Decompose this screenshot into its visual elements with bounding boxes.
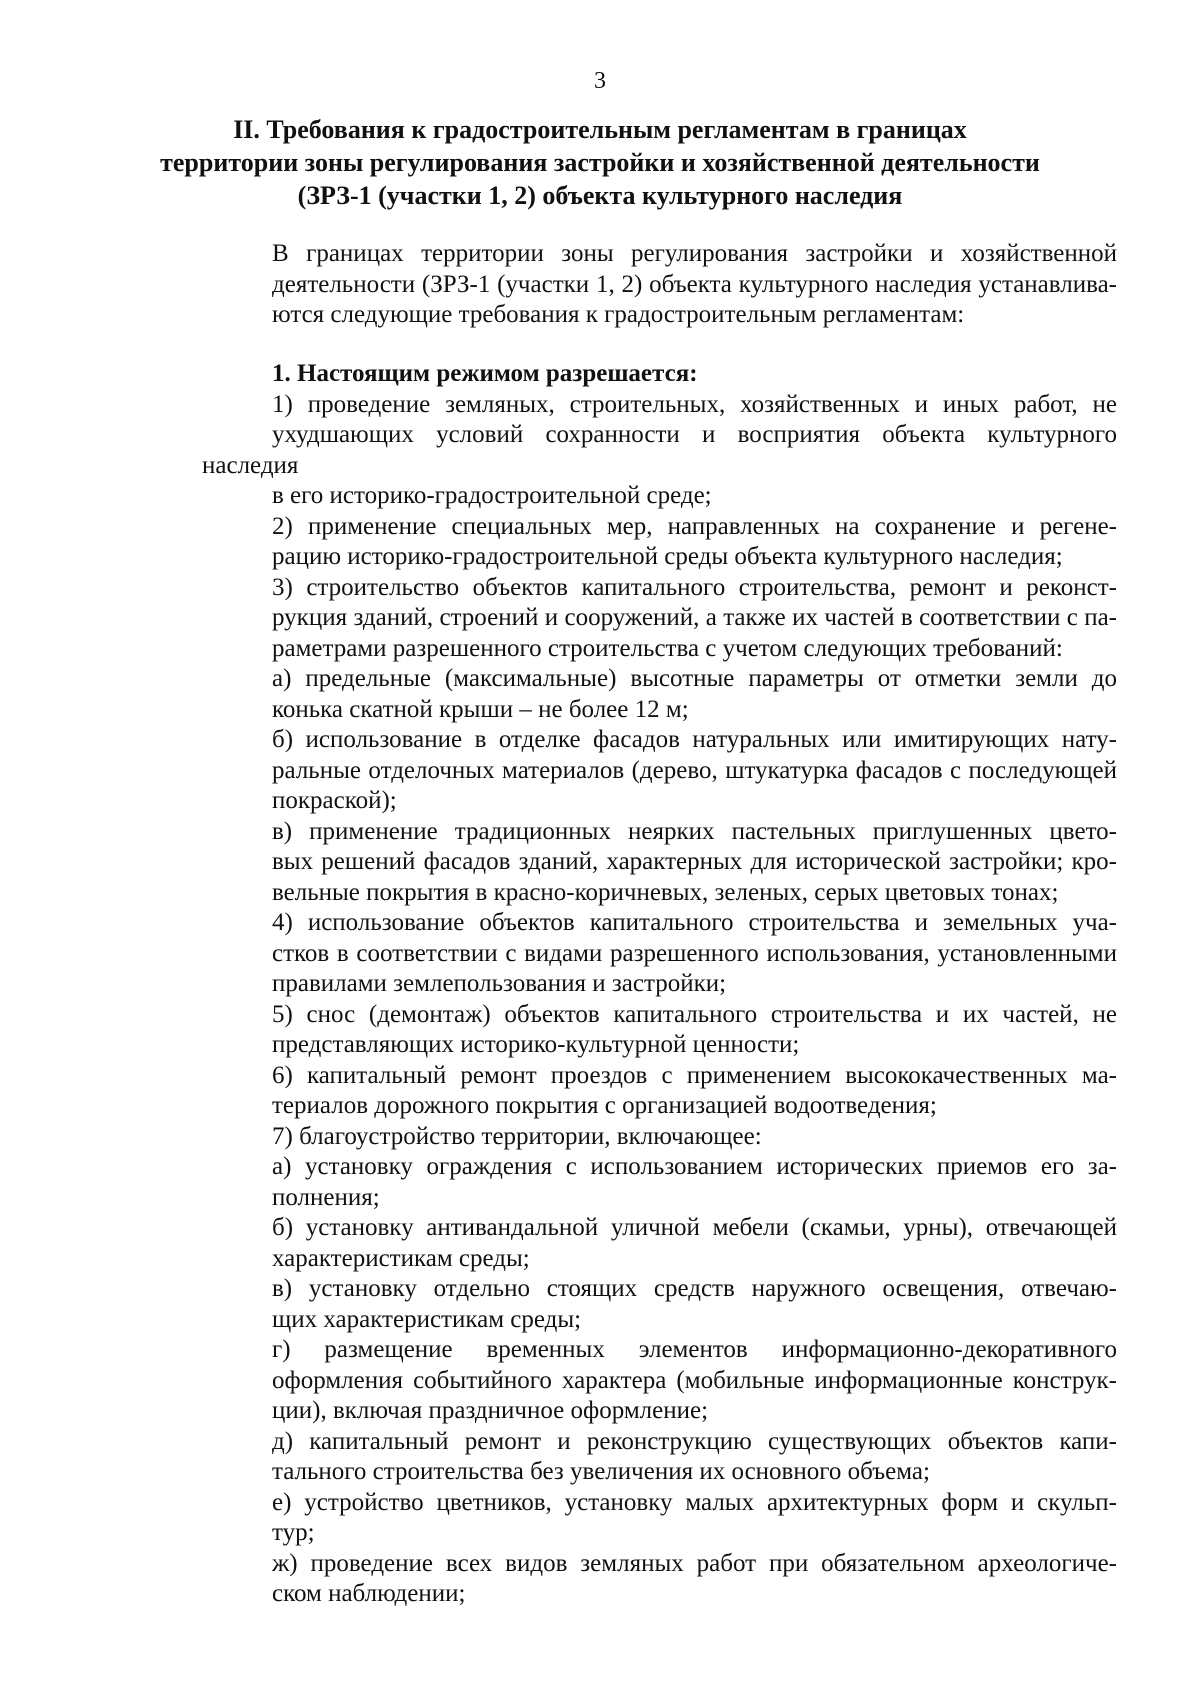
regulation-item — [202, 725, 1117, 817]
text-line: а) предельные (максимальные) высотные параметры от отметки земли до — [272, 665, 1117, 692]
section-title-line: территории зоны регулирования застройки и хозяйственной деятельности — [160, 148, 1040, 177]
intro-text — [202, 239, 1117, 331]
text-line: териалов дорожного покрытия с организацией водоотведения; — [272, 1092, 937, 1119]
text-line: рацию историко-градостроительной среды объекта культурного наследия; — [272, 543, 1063, 570]
text-line: ции), включая праздничное оформление; — [272, 1397, 709, 1424]
text-line: 4) использование объектов капитального строительства и земельных уча- — [272, 909, 1117, 936]
text-line: ются следующие требования к градостроительным регламентам: — [272, 301, 965, 328]
section-title — [150, 113, 1050, 212]
text-line: ухудшающих условий сохранности и восприятия объекта культурного наследия — [202, 421, 1117, 479]
text-line: вых решений фасадов зданий, характерных для исторической застройки; кро- — [272, 848, 1117, 875]
text-line: б) установку антивандальной уличной мебели (скамьи, урны), отвечающей — [272, 1214, 1117, 1241]
regulation-item — [202, 573, 1117, 665]
regulation-item — [202, 908, 1117, 1000]
text-line: щих характеристикам среды; — [272, 1305, 582, 1333]
text-line: д) капитальный ремонт и реконструкцию существующих объектов капи- — [272, 1427, 1117, 1455]
text-line: 2) применение специальных мер, направленных на сохранение и регене- — [272, 512, 1117, 540]
text-line: 5) снос (демонтаж) объектов капитального строительства и их частей, не — [272, 1000, 1117, 1028]
regulation-item — [202, 1061, 1117, 1122]
text-line: В границах территории зоны регулирования застройки и хозяйственной — [272, 240, 1117, 267]
text-line: конька скатной крыши – не более 12 м; — [272, 695, 689, 723]
regulation-item — [202, 1274, 1117, 1335]
text-line: оформления событийного характера (мобильные информационные конструк- — [272, 1366, 1117, 1394]
text-line: полнения; — [272, 1183, 380, 1211]
regulation-item — [202, 1549, 1117, 1610]
regulation-item — [202, 817, 1117, 909]
text-line: вельные покрытия в красно-коричневых, зеленых, серых цветовых тонах; — [272, 878, 1059, 906]
regulation-item — [202, 1152, 1117, 1213]
text-line: г) размещение временных элементов информационно-декоративного — [272, 1336, 1117, 1363]
text-line: стков в соответствии с видами разрешенного использования, установленными — [272, 939, 1117, 967]
text-line: характеристикам среды; — [272, 1244, 530, 1272]
regulation-item — [202, 512, 1117, 573]
section-title-line: II. Требования к градостроительным регламентам в границах — [233, 115, 967, 144]
text-line: 3) строительство объектов капитального строительства, ремонт и реконст- — [272, 573, 1117, 601]
regulation-body — [202, 359, 1117, 1610]
text-line: б) использование в отделке фасадов натуральных или имитирующих нату- — [272, 726, 1117, 753]
intro-paragraph — [202, 239, 1117, 331]
text-line: в) установку отдельно стоящих средств наружного освещения, отвечаю- — [272, 1275, 1117, 1302]
section-title-line: (ЗРЗ-1 (участки 1, 2) объекта культурного наследия — [297, 181, 903, 210]
text-line: представляющих историко-культурной ценности; — [272, 1031, 800, 1058]
text-line: ском наблюдении; — [272, 1580, 466, 1607]
text-line: деятельности (ЗРЗ-1 (участки 1, 2) объекта культурного наследия устанавлива- — [272, 270, 1117, 298]
text-line: 6) капитальный ремонт проездов с применением высококачественных ма- — [272, 1061, 1117, 1089]
text-line: 7) благоустройство территории, включающее: — [272, 1122, 762, 1150]
regulation-item — [202, 1000, 1117, 1061]
regulation-item — [202, 1488, 1117, 1549]
text-line: тального строительства без увеличения их основного объема; — [272, 1458, 930, 1485]
text-line: в его историко-градостроительной среде; — [272, 482, 712, 509]
regulation-item — [202, 1427, 1117, 1488]
regulation-item — [202, 1122, 1117, 1153]
regulation-item — [202, 390, 1117, 512]
regulation-item — [202, 664, 1117, 725]
text-line: ральные отделочных материалов (дерево, штукатурка фасадов с последующей — [272, 756, 1117, 784]
text-line: в) применение традиционных неярких пастельных приглушенных цвето- — [272, 817, 1117, 845]
text-line: правилами землепользования и застройки; — [272, 970, 727, 997]
text-line: рукция зданий, строений и сооружений, а также их частей в соответствии с па- — [272, 604, 1117, 631]
text-line: тур; — [272, 1519, 315, 1546]
text-line: покраской); — [272, 787, 397, 814]
text-line: а) установку ограждения с использованием исторических приемов его за- — [272, 1153, 1117, 1180]
regulation-heading — [202, 359, 1117, 390]
page-number: 3 — [594, 68, 606, 94]
text-line: 1) проведение земляных, строительных, хозяйственных и иных работ, не — [272, 390, 1117, 418]
text-line: раметрами разрешенного строительства с учетом следующих требований: — [272, 634, 1063, 662]
regulation-item — [202, 1335, 1117, 1427]
text-line: 1. Настоящим режимом разрешается: — [272, 360, 698, 387]
regulation-items — [202, 390, 1117, 1610]
text-line: ж) проведение всех видов земляных работ при обязательном археологиче- — [272, 1549, 1117, 1577]
text-line: е) устройство цветников, установку малых архитектурных форм и скульп- — [272, 1488, 1117, 1516]
regulation-item — [202, 1213, 1117, 1274]
